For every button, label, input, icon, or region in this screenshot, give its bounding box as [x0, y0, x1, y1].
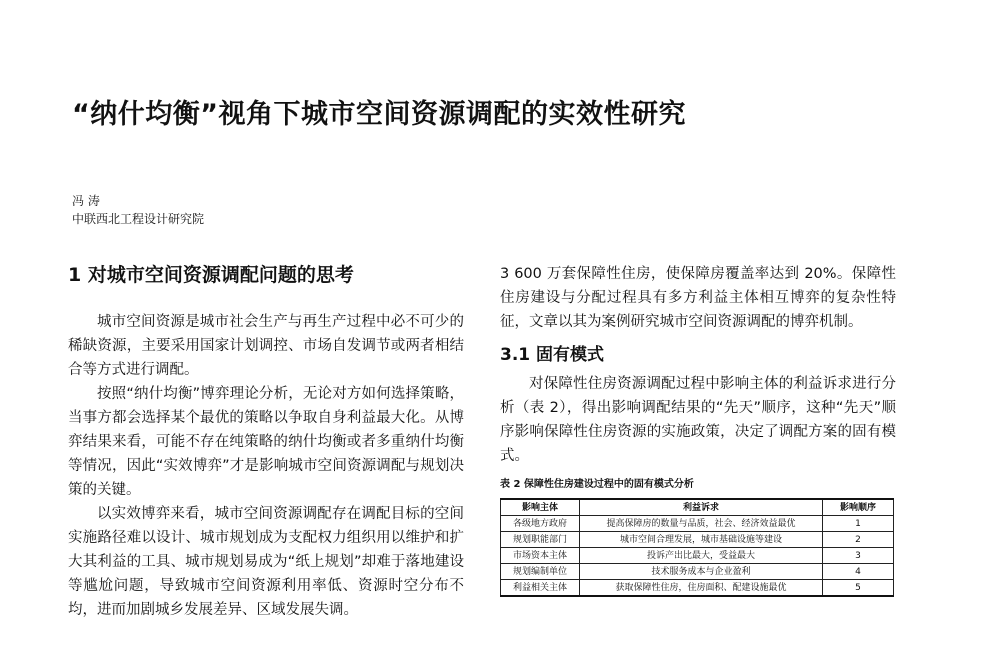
paragraph: 以实效博弈来看，城市空间资源调配存在调配目标的空间实施路径难以设计、城市规划成为支配权力组织用以维护和扩大其利益的工具、城市规划易成为“纸上规划”却难于落地建设等尴尬问题，导致城市空间资源利用率低、资源时空分布不均，进而加剧城乡发展差异、区域发展失调。: [68, 506, 464, 618]
table-header-row: [501, 499, 894, 516]
paragraph: 对保障性住房资源调配过程中影响主体的利益诉求进行分析（表 2），得出影响调配结果的“先天”顺序，这种“先天”顺序影响保障性住房资源的实施政策，决定了调配方案的固有模式。: [500, 376, 896, 464]
table-cell: 规划职能部门: [501, 532, 580, 548]
table-cell: 市场资本主体: [501, 548, 580, 564]
table-row: [501, 532, 894, 548]
table-cell: 各级地方政府: [501, 516, 580, 532]
table-cell: 技术服务成本与企业盈利: [580, 564, 823, 580]
paragraph: 城市空间资源是城市社会生产与再生产过程中必不可少的稀缺资源，主要采用国家计划调控、市场自发调节或两者相结合等方式进行调配。: [68, 314, 464, 378]
table-cell: 4: [823, 564, 894, 580]
table-cell: 利益相关主体: [501, 580, 580, 597]
analysis-table: [500, 498, 894, 597]
author-affiliation: 中联西北工程设计研究院: [72, 212, 205, 226]
table-row: [501, 564, 894, 580]
paragraph: 按照“纳什均衡”博弈理论分析，无论对方如何选择策略，当事方都会选择某个最优的策略以争取自身利益最大化。从博弈结果来看，可能不存在纯策略的纳什均衡或者多重纳什均衡等情况，因此“实效博弈”才是影响城市空间资源调配与规划决策的关键。: [68, 386, 464, 498]
table-header: 影响顺序: [823, 499, 894, 516]
table-row: [501, 516, 894, 532]
table-header: 影响主体: [501, 499, 580, 516]
table-cell: 5: [823, 580, 894, 597]
table-cell: 提高保障房的数量与品质，社会、经济效益最优: [580, 516, 823, 532]
table-cell: 城市空间合理发展，城市基础设施等建设: [580, 532, 823, 548]
author-name: 冯 涛: [72, 194, 100, 208]
table-cell: 3: [823, 548, 894, 564]
table-caption: 表 2 保障性住房建设过程中的固有模式分析: [500, 479, 694, 490]
table-cell: 规划编制单位: [501, 564, 580, 580]
section-3-1-heading: 3.1 固有模式: [500, 345, 605, 365]
right-column: [500, 262, 896, 597]
paragraph: 3 600 万套保障性住房，使保障房覆盖率达到 20%。保障性住房建设与分配过程具有多方利益主体相互博弈的复杂性特征，文章以其为案例研究城市空间资源调配的博弈机制。: [500, 266, 896, 330]
table-cell: 投诉产出比最大，受益最大: [580, 548, 823, 564]
table-row: [501, 548, 894, 564]
section-1-heading: 1 对城市空间资源调配问题的思考: [68, 264, 354, 286]
table-cell: 1: [823, 516, 894, 532]
table-cell: 2: [823, 532, 894, 548]
table-header: 利益诉求: [580, 499, 823, 516]
table-row: [501, 580, 894, 597]
left-column: [68, 262, 464, 622]
paper-title: “纳什均衡”视角下城市空间资源调配的实效性研究: [72, 99, 686, 130]
table-cell: 获取保障性住房，住房面积、配建设施最优: [580, 580, 823, 597]
